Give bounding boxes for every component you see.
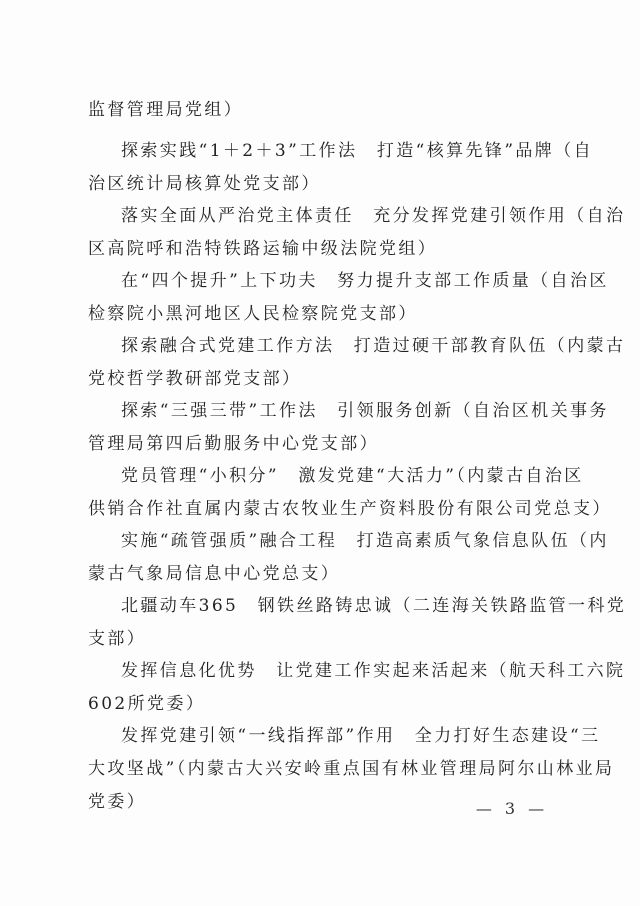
entry-continuation-line: 管理局第四后勤服务中心党支部） xyxy=(88,434,379,454)
entry-title-line: 探索融合式党建工作方法 打造过硬干部教育队伍（内蒙古 xyxy=(121,336,626,356)
entry-title-line: 在“四个提升”上下功夫 努力提升支部工作质量（自治区 xyxy=(121,271,609,291)
entry-continuation-line: 支部） xyxy=(88,629,147,649)
entry-continuation-line: 党校哲学教研部党支部） xyxy=(88,369,302,389)
entry-title-line: 实施“疏管强质”融合工程 打造高素质气象信息队伍（内 xyxy=(121,531,609,551)
entry-continuation-line: 602所党委） xyxy=(88,694,206,714)
entry-continuation-line: 大攻坚战”（内蒙古大兴安岭重点国有林业管理局阿尔山林业局 xyxy=(88,759,615,779)
entry-title-line: 探索实践“1＋2＋3”工作法 打造“核算先锋”品牌（自 xyxy=(121,141,594,161)
page-number: — 3 — xyxy=(475,799,549,818)
entry-continuation-line: 治区统计局核算处党支部） xyxy=(88,174,321,194)
entry-title-line: 北疆动车365 钢铁丝路铸忠诚（二连海关铁路监管一科党 xyxy=(121,596,627,616)
entry-continuation-line: 蒙古气象局信息中心党总支） xyxy=(88,564,341,584)
entry-continuation-line: 监督管理局党组） xyxy=(88,100,244,120)
entry-continuation-line: 区高院呼和浩特铁路运输中级法院党组） xyxy=(88,239,438,259)
entry-title-line: 落实全面从严治党主体责任 充分发挥党建引领作用（自治 xyxy=(121,206,626,226)
entry-title-line: 党员管理“小积分” 激发党建“大活力”（内蒙古自治区 xyxy=(121,466,584,486)
entry-continuation-line: 党委） xyxy=(88,792,147,812)
entry-title-line: 发挥党建引领“一线指挥部”作用 全力打好生态建设“三 xyxy=(121,726,601,746)
entry-title-line: 发挥信息化优势 让党建工作实起来活起来（航天科工六院 xyxy=(121,661,626,681)
entry-continuation-line: 供销合作社直属内蒙古农牧业生产资料股份有限公司党总支） xyxy=(88,499,612,519)
entry-continuation-line: 检察院小黑河地区人民检察院党支部） xyxy=(88,304,418,324)
entry-title-line: 探索“三强三带”工作法 引领服务创新（自治区机关事务 xyxy=(121,401,609,421)
